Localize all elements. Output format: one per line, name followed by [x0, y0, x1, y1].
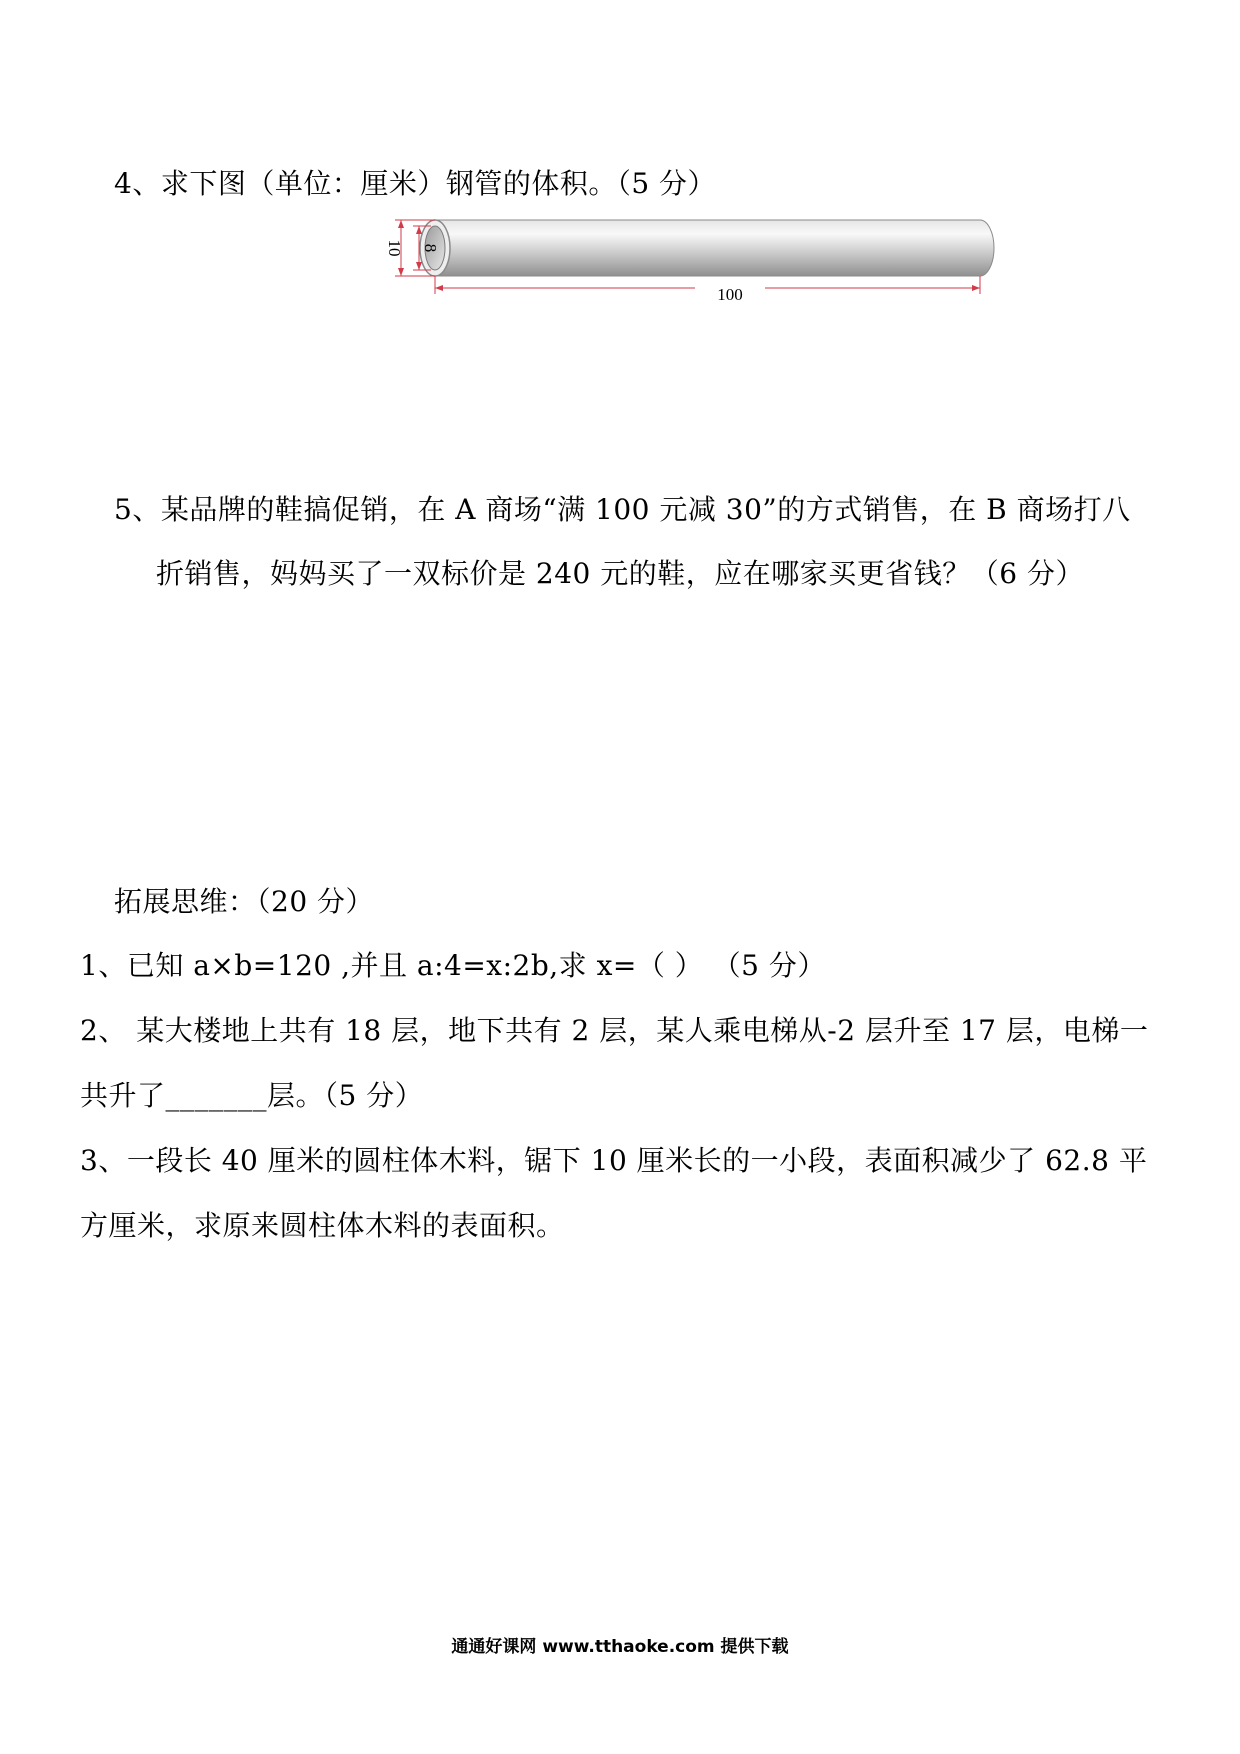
question-5-line-1: 5、某品牌的鞋搞促销，在 A 商场“满 100 元减 30”的方式销售，在 B 商场打八 — [114, 493, 1131, 526]
extension-heading: 拓展思维：（20 分） — [114, 885, 375, 918]
extension-item-2-line-1: 2、 某大楼地上共有 18 层，地下共有 2 层，某人乘电梯从-2 层升至 17 层，电梯一 — [80, 1014, 1149, 1047]
extension-item-2-line-2: 共升了_______层。（5 分） — [80, 1079, 424, 1112]
page-footer: 通通好课网 www.tthaoke.com 提供下载 — [451, 1637, 789, 1657]
inner-diameter-label: 8 — [421, 243, 440, 253]
question-5-line-2: 折销售，妈妈买了一双标价是 240 元的鞋，应在哪家买更省钱？（6 分） — [156, 557, 1084, 590]
outer-diameter-label: 10 — [385, 239, 404, 257]
extension-item-3-line-2: 方厘米，求原来圆柱体木料的表面积。 — [80, 1209, 565, 1242]
pipe-body — [435, 220, 994, 276]
length-label: 100 — [717, 285, 743, 304]
steel-pipe-figure — [385, 208, 1005, 308]
question-4-text: 4、求下图（单位：厘米）钢管的体积。（5 分） — [114, 167, 717, 200]
extension-item-1: 1、已知 a×b=120 ,并且 a:4=x:2b,求 x=（ ） （5 分） — [80, 949, 826, 982]
extension-item-3-line-1: 3、一段长 40 厘米的圆柱体木料，锯下 10 厘米长的一小段，表面积减少了 62.8 平 — [80, 1144, 1148, 1177]
